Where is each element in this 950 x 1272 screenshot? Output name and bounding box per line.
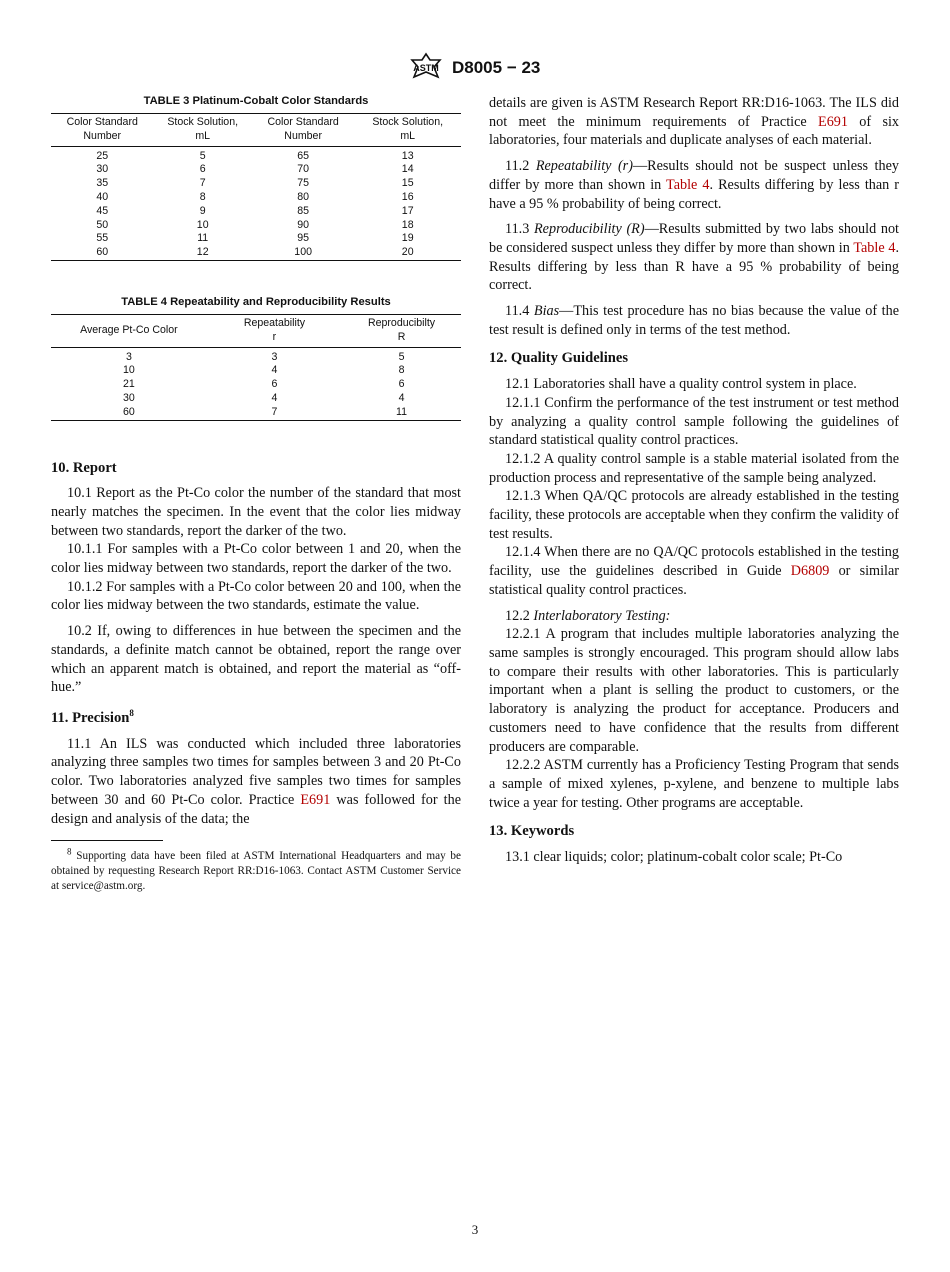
table-cell: 85	[297, 204, 310, 217]
section-10-title: 10. Report	[51, 459, 117, 476]
term-bias: Bias	[533, 303, 560, 320]
table-cell: 14	[401, 163, 414, 176]
table-cell: 45	[96, 204, 109, 217]
para-12-2-1: 12.2.1 A program that includes multiple laboratories analyzing the same samples is strongly encouraged. This program should allow labs to compare their results with other laboratories. This is particularly important when a plant is selling the product to customers, or the laboratory is analyzing the product for acceptance. Producers and customers need to have confidence that the results from different producers are comparable.	[489, 626, 899, 755]
para-12-2-2: 12.2.2 ASTM currently has a Proficiency Testing Program that sends a sample of mixed xylenes, p-xylene, and benzene to multiple labs twice a year for testing. Other programs are acceptable.	[489, 757, 899, 811]
table-cell: 19	[401, 232, 414, 245]
left-column	[51, 94, 461, 894]
para-10-1: 10.1 Report as the Pt-Co color the number of the standard that most nearly matches the specimen. In the event that the color lies midway between two standards, report the darker of the two.	[51, 485, 461, 539]
table4-header-cell: Average Pt-Co Color	[80, 323, 178, 336]
term-interlaboratory-testing: Interlaboratory Testing:	[533, 607, 671, 624]
para-11-3	[489, 220, 899, 295]
table4-header-cell: Repeatability r	[243, 316, 306, 343]
footnote-text: Supporting data have been filed at ASTM International Headquarters and may be obtained by requesting Research Report RR:D16-1063. Contact ASTM Customer Service at service@astm.org.	[51, 850, 461, 893]
para-12-1-4-text-a: 12.1.4 When there are no QA/QC protocols established in the testing facility, use the guidelines described in Guide	[489, 544, 899, 580]
table-cell: 6	[271, 378, 278, 391]
table-row	[51, 347, 461, 364]
link-table-4[interactable]: Table 4	[666, 176, 710, 193]
footnote-ref[interactable]: 8	[129, 708, 134, 719]
table-cell: 60	[96, 246, 109, 259]
link-d6809[interactable]: D6809	[790, 563, 830, 580]
link-table-4[interactable]: Table 4	[853, 239, 896, 256]
table-cell: 100	[294, 246, 312, 259]
table-row	[51, 163, 461, 177]
table-cell: 40	[96, 190, 109, 203]
para-11-1-cont-text-b: of six laboratories, four materials and duplicate analyses of each material.	[489, 113, 900, 149]
table-cell: 4	[271, 391, 278, 404]
table-row	[51, 378, 461, 392]
para-11-1-continued	[489, 94, 899, 150]
right-column	[489, 94, 899, 867]
para-12-1-4-text-b: or similar statistical quality control practices.	[489, 563, 899, 598]
para-12-1: 12.1 Laboratories shall have a quality control system in place.	[505, 376, 857, 393]
table-row	[51, 406, 461, 420]
term-repeatability: Repeatability (r)	[535, 158, 633, 175]
table-cell: 6	[199, 163, 206, 176]
table-cell: 13	[401, 149, 414, 162]
para-12-1-4	[489, 543, 899, 599]
table4	[51, 314, 461, 421]
table-cell: 7	[271, 405, 278, 418]
term-reproducibility: Reproducibility (R)	[534, 221, 645, 238]
para-11-1	[51, 735, 461, 829]
table-cell: 95	[297, 232, 310, 245]
para-11-1-cont-text-a: details are given is ASTM Research Report RR:D16-1063. The ILS did not meet the minimum requirements of Practice	[489, 95, 899, 130]
table4-title: TABLE 4 Repeatability and Reproducibility Results	[121, 295, 391, 308]
table-cell: 3	[271, 350, 278, 363]
table-cell: 50	[96, 218, 109, 231]
table-cell: 15	[401, 177, 414, 190]
section-13-title: 13. Keywords	[489, 823, 575, 840]
link-e691[interactable]: E691	[300, 791, 331, 808]
table-cell: 90	[297, 218, 310, 231]
para-11-1-text-a: 11.1 An ILS was conducted which included three laboratories analyzing three samples two times for samples between 3 and 20 Pt-Co color. Two laboratories analyzed five samples two times for samples between 30 and 60 Pt-Co color. Practice	[51, 735, 461, 808]
table-row	[51, 246, 461, 260]
page-number: 3	[471, 1222, 479, 1237]
para-11-3-num: 11.3	[505, 221, 535, 238]
para-11-2	[489, 157, 899, 213]
footnote-8	[51, 846, 461, 894]
table-cell: 30	[123, 391, 135, 404]
para-11-4	[489, 302, 899, 339]
table3	[51, 113, 461, 261]
table-cell: 55	[96, 232, 109, 245]
para-11-4-num: 11.4	[505, 303, 534, 320]
table-cell: 9	[199, 204, 206, 217]
table-cell: 5	[398, 350, 405, 363]
section-11-title-text: 11. Precision	[51, 709, 130, 726]
table-cell: 18	[401, 218, 414, 231]
table-cell: 30	[96, 163, 109, 176]
document-id: D8005 − 23	[452, 58, 541, 77]
table-cell: 4	[271, 364, 278, 377]
logo-text: ASTM	[413, 63, 439, 73]
table-row	[51, 232, 461, 246]
table-row	[51, 219, 461, 233]
table-cell: 65	[297, 149, 310, 162]
para-10-1-1: 10.1.1 For samples with a Pt-Co color between 1 and 20, when the color lies midway between two standards, report the darker of the two.	[51, 541, 461, 577]
table-cell: 20	[401, 246, 414, 259]
table3-header-cell: Color Standard Number	[66, 116, 138, 142]
table-cell: 16	[401, 190, 414, 203]
table-cell: 10	[123, 364, 135, 377]
para-11-1-text-b: was followed for the design and analysis of the data; the	[51, 791, 462, 827]
table-cell: 8	[398, 364, 405, 377]
table-cell: 12	[196, 246, 209, 259]
para-11-3-text-b: . Results differing by less than R have a 95 % probability of being correct.	[489, 239, 899, 294]
table3-header-cell: Stock Solution, mL	[167, 116, 239, 142]
table-cell: 6	[398, 378, 405, 391]
table4-header-cell: Reproducibilty R	[367, 316, 436, 343]
para-11-4-text: —This test procedure has no bias because the value of the test result is defined only in terms of the test method.	[489, 303, 899, 338]
table-row	[51, 177, 461, 191]
para-12-1-3: 12.1.3 When QA/QC protocols are already established in the testing facility, these protocols are acceptable when they confirm the validity of test results.	[489, 488, 899, 542]
para-11-2-text-a: —Results should not be suspect unless they differ by more than shown in	[489, 158, 899, 193]
table-cell: 25	[96, 149, 109, 162]
footnote-mark: 8	[67, 846, 72, 857]
table-row	[51, 191, 461, 205]
section-12-title: 12. Quality Guidelines	[489, 350, 629, 367]
table-row	[51, 205, 461, 219]
table-cell: 10	[196, 218, 209, 231]
para-12-2	[489, 607, 899, 626]
table-cell: 11	[396, 405, 408, 418]
table3-header-cell: Stock Solution, mL	[372, 116, 444, 142]
table-cell: 7	[199, 177, 206, 190]
table-cell: 80	[297, 190, 310, 203]
table3-title: TABLE 3 Platinum-Cobalt Color Standards	[143, 95, 369, 107]
link-e691[interactable]: E691	[818, 113, 848, 130]
table-cell: 8	[199, 190, 206, 203]
para-10-1-2: 10.1.2 For samples with a Pt-Co color between 20 and 100, when the color lies midway between the two standards, estimate the value.	[51, 578, 461, 614]
para-12-1-2: 12.1.2 A quality control sample is a stable material isolated from the production process and representative of the sample being analyzed.	[489, 450, 899, 486]
table-cell: 4	[398, 391, 405, 404]
footnote-divider	[51, 840, 163, 841]
para-11-2-text-b: . Results differing by less than r have a 95 % probability of being correct.	[489, 176, 900, 212]
table-cell: 60	[123, 405, 135, 418]
table-row	[51, 392, 461, 406]
astm-logo-icon	[408, 52, 444, 84]
table-cell: 70	[297, 163, 310, 176]
table-cell: 21	[123, 378, 135, 391]
para-11-2-num: 11.2	[505, 158, 536, 175]
table-cell: 3	[125, 350, 132, 363]
para-10-2: 10.2 If, owing to differences in hue between the specimen and the standards, a definite match cannot be obtained, report the range over which an apparent match is obtained, and report the material as “off-hue.”	[51, 623, 461, 696]
para-13-1: 13.1 clear liquids; color; platinum-cobalt color scale; Pt-Co	[505, 849, 843, 866]
table-cell: 35	[96, 177, 109, 190]
page-header	[0, 52, 950, 86]
para-12-2-num: 12.2	[505, 607, 534, 624]
table-cell: 5	[199, 149, 206, 162]
table-row	[51, 146, 461, 163]
table3-header-cell: Color Standard Number	[267, 116, 339, 142]
table-cell: 75	[297, 177, 310, 190]
section-11-title	[51, 709, 461, 728]
table-row	[51, 364, 461, 378]
table-cell: 11	[197, 232, 209, 245]
para-12-1-1: 12.1.1 Confirm the performance of the test instrument or test method by analyzing a quality control sample following the guidelines of standard statistical quality control practices.	[489, 394, 899, 449]
para-11-3-text-a: —Results submitted by two labs should not be considered suspect unless they differ by more than shown in	[489, 221, 899, 256]
table-cell: 17	[401, 204, 414, 217]
